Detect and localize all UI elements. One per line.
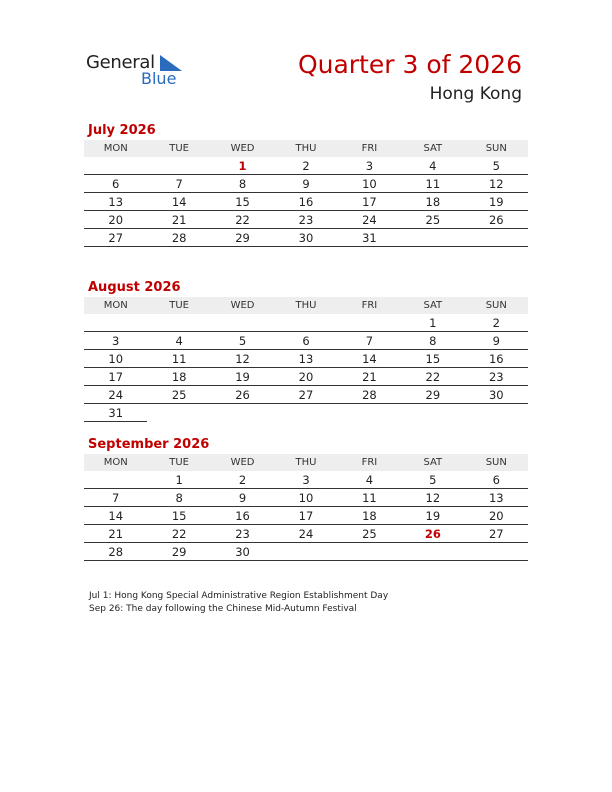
week-row — [84, 350, 528, 368]
calendar-grid — [84, 140, 528, 247]
weekday-header: FRI — [338, 297, 401, 314]
day-cell: 12 — [211, 350, 274, 368]
day-cell: 3 — [274, 471, 337, 489]
day-cell: 24 — [338, 211, 401, 229]
day-cell: 6 — [274, 332, 337, 350]
day-cell: 18 — [338, 507, 401, 525]
day-cell: 8 — [147, 489, 210, 507]
day-cell: 25 — [147, 386, 210, 404]
day-cell: 13 — [84, 193, 147, 211]
day-cell: 22 — [147, 525, 210, 543]
day-cell — [147, 157, 210, 175]
day-cell: 22 — [211, 211, 274, 229]
day-cell: 16 — [274, 193, 337, 211]
day-cell — [465, 229, 528, 247]
day-cell: 19 — [465, 193, 528, 211]
day-cell: 4 — [147, 332, 210, 350]
day-cell — [401, 229, 464, 247]
month-august — [84, 279, 528, 422]
day-cell: 3 — [338, 157, 401, 175]
weekday-header: WED — [211, 454, 274, 471]
day-cell — [338, 404, 401, 422]
week-row — [84, 175, 528, 193]
week-row — [84, 193, 528, 211]
week-row — [84, 332, 528, 350]
day-cell: 19 — [211, 368, 274, 386]
day-cell: 28 — [147, 229, 210, 247]
day-cell: 22 — [401, 368, 464, 386]
day-cell: 29 — [211, 229, 274, 247]
calendar-grid — [84, 297, 528, 422]
day-cell: 7 — [84, 489, 147, 507]
day-cell: 15 — [147, 507, 210, 525]
day-cell: 2 — [465, 314, 528, 332]
day-cell: 14 — [338, 350, 401, 368]
week-row — [84, 314, 528, 332]
day-cell: 18 — [147, 368, 210, 386]
week-row — [84, 507, 528, 525]
day-cell: 6 — [84, 175, 147, 193]
region-name: Hong Kong — [429, 84, 522, 104]
week-row — [84, 229, 528, 247]
day-cell — [84, 471, 147, 489]
month-title: August 2026 — [88, 280, 181, 295]
day-cell: 15 — [211, 193, 274, 211]
month-september — [84, 436, 528, 561]
day-cell: 10 — [84, 350, 147, 368]
day-cell: 1 — [147, 471, 210, 489]
month-title: July 2026 — [88, 123, 156, 138]
day-cell: 31 — [84, 404, 147, 422]
week-row — [84, 525, 528, 543]
day-cell: 30 — [211, 543, 274, 561]
day-cell: 9 — [211, 489, 274, 507]
weekday-header: TUE — [147, 454, 210, 471]
day-cell: 1 — [401, 314, 464, 332]
day-cell: 21 — [338, 368, 401, 386]
day-cell: 17 — [274, 507, 337, 525]
day-cell: 11 — [401, 175, 464, 193]
week-row — [84, 471, 528, 489]
day-cell: 28 — [338, 386, 401, 404]
day-cell: 19 — [401, 507, 464, 525]
day-cell: 1 — [211, 157, 274, 175]
weekday-header: MON — [84, 454, 147, 471]
day-cell — [147, 314, 210, 332]
day-cell — [338, 314, 401, 332]
day-cell: 28 — [84, 543, 147, 561]
day-cell: 5 — [465, 157, 528, 175]
day-cell: 13 — [274, 350, 337, 368]
day-cell — [274, 543, 337, 561]
day-cell: 8 — [401, 332, 464, 350]
weekday-header: WED — [211, 140, 274, 157]
day-cell: 24 — [84, 386, 147, 404]
day-cell: 5 — [401, 471, 464, 489]
weekday-header: THU — [274, 454, 337, 471]
day-cell: 24 — [274, 525, 337, 543]
day-cell: 12 — [465, 175, 528, 193]
month-title: September 2026 — [88, 437, 210, 452]
day-cell — [274, 404, 337, 422]
day-cell: 17 — [84, 368, 147, 386]
day-cell: 11 — [338, 489, 401, 507]
day-cell: 20 — [465, 507, 528, 525]
day-cell: 4 — [401, 157, 464, 175]
day-cell: 27 — [84, 229, 147, 247]
week-row — [84, 404, 528, 422]
day-cell: 2 — [274, 157, 337, 175]
weekday-header: SUN — [465, 140, 528, 157]
day-cell: 26 — [211, 386, 274, 404]
generalblue-logo — [86, 52, 196, 92]
weekday-header: MON — [84, 297, 147, 314]
weekday-header: THU — [274, 140, 337, 157]
day-cell: 13 — [465, 489, 528, 507]
day-cell — [401, 404, 464, 422]
day-cell — [211, 314, 274, 332]
day-cell — [465, 404, 528, 422]
day-cell: 30 — [274, 229, 337, 247]
weekday-header: MON — [84, 140, 147, 157]
day-cell: 17 — [338, 193, 401, 211]
day-cell: 12 — [401, 489, 464, 507]
day-cell: 14 — [147, 193, 210, 211]
day-cell: 10 — [338, 175, 401, 193]
weekday-header: SAT — [401, 454, 464, 471]
day-cell: 29 — [401, 386, 464, 404]
week-row — [84, 368, 528, 386]
day-cell — [274, 314, 337, 332]
week-row — [84, 211, 528, 229]
day-cell: 25 — [401, 211, 464, 229]
day-cell: 18 — [401, 193, 464, 211]
day-cell: 21 — [147, 211, 210, 229]
day-cell: 6 — [465, 471, 528, 489]
weekday-header: SAT — [401, 140, 464, 157]
weekday-header: FRI — [338, 454, 401, 471]
day-cell: 26 — [401, 525, 464, 543]
day-cell: 16 — [211, 507, 274, 525]
day-cell: 4 — [338, 471, 401, 489]
week-row — [84, 543, 528, 561]
day-cell: 15 — [401, 350, 464, 368]
holiday-notes — [89, 590, 388, 616]
day-cell: 20 — [274, 368, 337, 386]
day-cell: 7 — [147, 175, 210, 193]
day-cell: 10 — [274, 489, 337, 507]
weekday-header: TUE — [147, 140, 210, 157]
day-cell — [211, 404, 274, 422]
day-cell — [84, 157, 147, 175]
day-cell: 9 — [274, 175, 337, 193]
day-cell: 9 — [465, 332, 528, 350]
day-cell: 21 — [84, 525, 147, 543]
day-cell: 25 — [338, 525, 401, 543]
week-row — [84, 157, 528, 175]
day-cell: 23 — [465, 368, 528, 386]
day-cell: 16 — [465, 350, 528, 368]
weekday-header: SAT — [401, 297, 464, 314]
day-cell — [147, 404, 210, 422]
page-title: Quarter 3 of 2026 — [297, 50, 522, 79]
week-row — [84, 386, 528, 404]
day-cell: 26 — [465, 211, 528, 229]
day-cell: 31 — [338, 229, 401, 247]
day-cell — [465, 543, 528, 561]
day-cell — [84, 314, 147, 332]
logo-blue-text: Blue — [141, 69, 177, 88]
day-cell: 14 — [84, 507, 147, 525]
day-cell — [338, 543, 401, 561]
day-cell: 23 — [211, 525, 274, 543]
weekday-header: THU — [274, 297, 337, 314]
weekday-header: SUN — [465, 297, 528, 314]
weekday-header: TUE — [147, 297, 210, 314]
day-cell: 29 — [147, 543, 210, 561]
weekday-header: SUN — [465, 454, 528, 471]
weekday-header: FRI — [338, 140, 401, 157]
day-cell: 20 — [84, 211, 147, 229]
month-july — [84, 122, 528, 247]
day-cell: 2 — [211, 471, 274, 489]
holiday-note: Sep 26: The day following the Chinese Mid-Autumn Festival — [89, 604, 357, 614]
day-cell: 30 — [465, 386, 528, 404]
logo-general-text: General — [86, 52, 155, 73]
week-row — [84, 489, 528, 507]
day-cell: 7 — [338, 332, 401, 350]
day-cell: 27 — [465, 525, 528, 543]
day-cell: 23 — [274, 211, 337, 229]
holiday-note: Jul 1: Hong Kong Special Administrative Region Establishment Day — [89, 591, 389, 601]
day-cell: 3 — [84, 332, 147, 350]
day-cell: 8 — [211, 175, 274, 193]
day-cell: 11 — [147, 350, 210, 368]
calendar-grid — [84, 454, 528, 561]
day-cell — [401, 543, 464, 561]
weekday-header: WED — [211, 297, 274, 314]
day-cell: 5 — [211, 332, 274, 350]
day-cell: 27 — [274, 386, 337, 404]
